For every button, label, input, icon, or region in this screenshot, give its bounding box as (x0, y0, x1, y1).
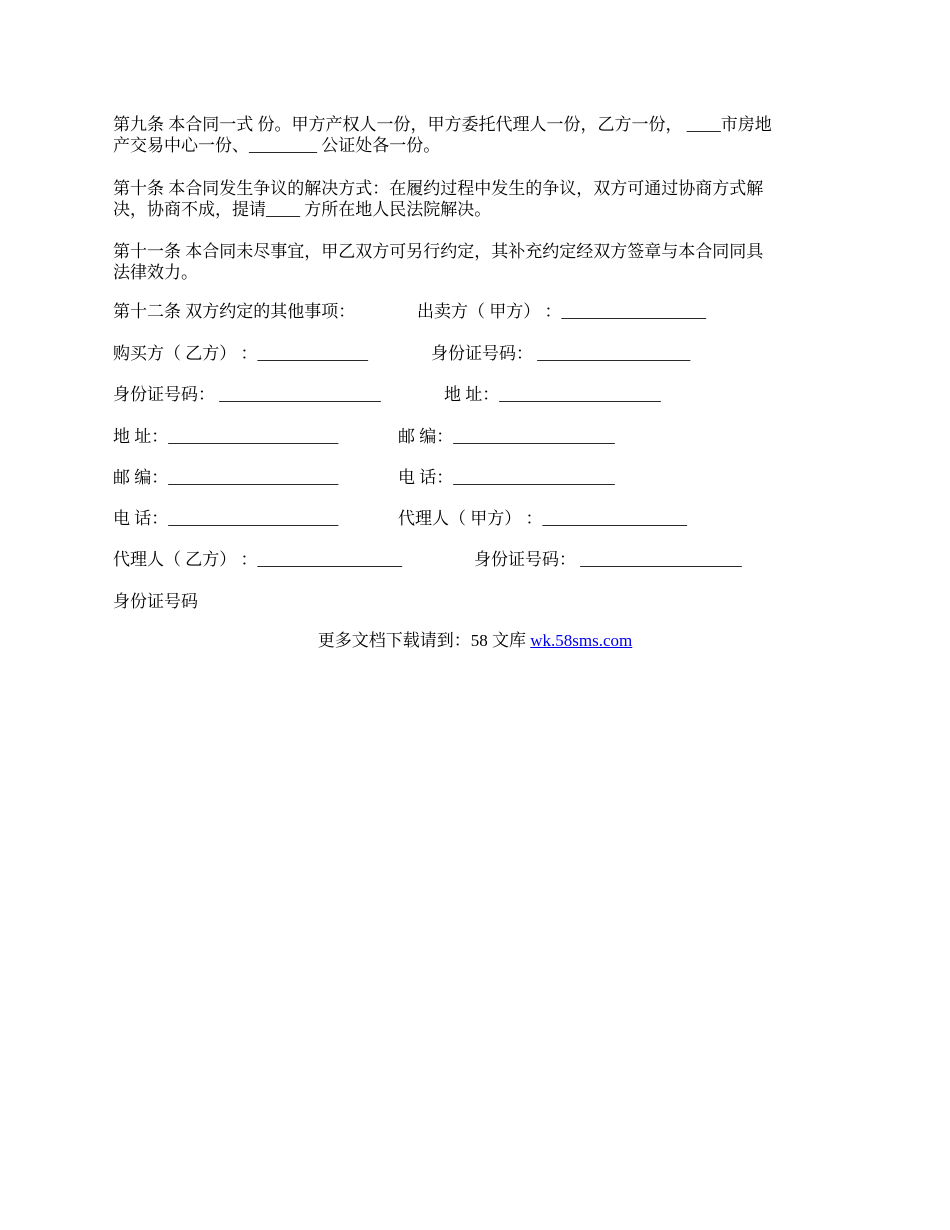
footer-note (0, 631, 950, 651)
buyer-address-field: 地 址：____________________ (113, 427, 339, 446)
buyer-id-field: 身份证号码： ___________________ (113, 385, 381, 404)
footer-link[interactable]: wk.58sms.com (530, 631, 633, 650)
clause-10-line-2: 决，协商不成，提请____ 方所在地人民法院解决。 (113, 200, 492, 219)
seller-address-field: 地 址：___________________ (444, 385, 661, 404)
seller-agent-id-field: 身份证号码： ___________________ (474, 550, 742, 569)
buyer-phone-field: 电 话：____________________ (113, 509, 339, 528)
buyer-agent-id-label: 身份证号码 (113, 592, 198, 611)
clause-11 (113, 241, 838, 283)
seller-phone-field: 电 话：___________________ (398, 468, 615, 487)
buyer-agent-field: 代理人（ 乙方） ：_________________ (113, 550, 402, 569)
clause-9 (113, 114, 838, 156)
buyer-field: 购买方（ 乙方） ：_____________ (113, 344, 368, 363)
clause-12: 第十二条 双方约定的其他事项： (113, 302, 356, 321)
clause-9-line-1: 第九条 本合同一式 份。甲方产权人一份，甲方委托代理人一份，乙方一份， ____市房地 (113, 115, 772, 134)
clause-10-line-1: 第十条 本合同发生争议的解决方式：在履约过程中发生的争议，双方可通过协商方式解 (113, 179, 764, 198)
seller-field: 出卖方（ 甲方） ：_________________ (417, 302, 706, 321)
seller-zip-field: 邮 编：___________________ (398, 427, 615, 446)
seller-id-field: 身份证号码： __________________ (431, 344, 691, 363)
buyer-zip-field: 邮 编：____________________ (113, 468, 339, 487)
clause-9-line-2: 产交易中心一份、________ 公证处各一份。 (113, 136, 441, 155)
footer-text: 更多文档下载请到：58 文库 (317, 631, 531, 650)
clause-11-line-1: 第十一条 本合同未尽事宜，甲乙双方可另行约定，其补充约定经双方签章与本合同同具 (113, 242, 764, 261)
seller-agent-field: 代理人（ 甲方） ：_________________ (398, 509, 687, 528)
clause-11-line-2: 法律效力。 (113, 263, 198, 282)
clause-10 (113, 178, 838, 220)
